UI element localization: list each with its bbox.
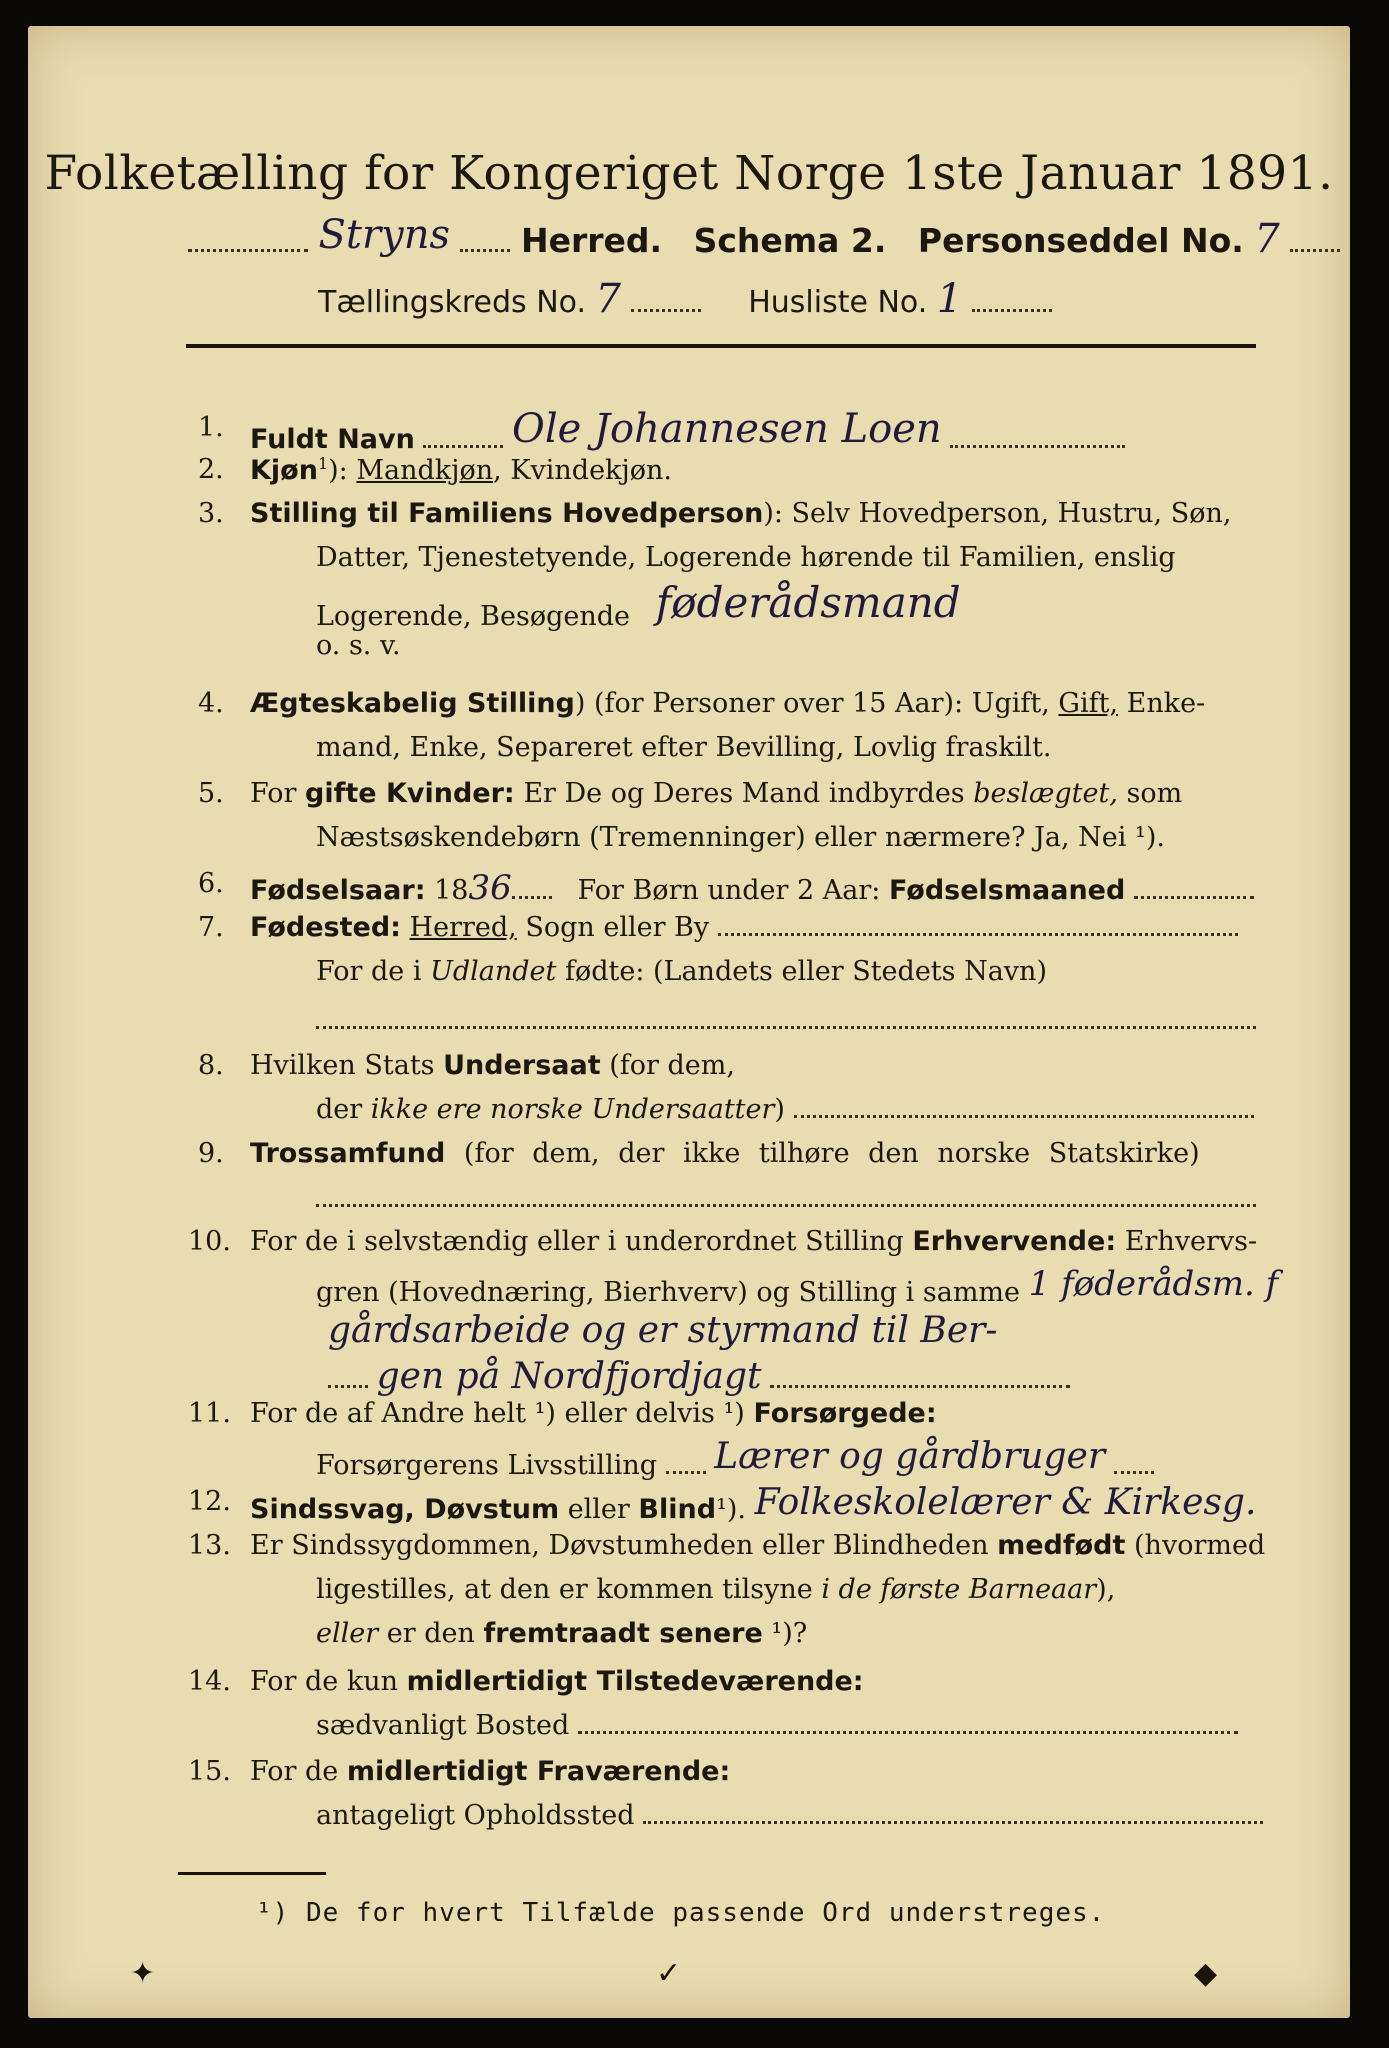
q15-pre: For de — [250, 1756, 339, 1787]
header-line-2 — [318, 276, 1052, 322]
q12-value: Folkeskolelærer & Kirkesg. — [754, 1482, 1257, 1523]
q4-line1-post: Enke- — [1126, 688, 1206, 719]
q8-label: Undersaat — [443, 1050, 601, 1081]
form-title: Folketælling for Kongeriget Norge 1ste Januar 1891. — [44, 146, 1334, 201]
q5-label: gifte Kvinder: — [305, 778, 515, 809]
q8-line2 — [316, 1094, 1254, 1125]
q10-line1-post: Erhvervs- — [1124, 1226, 1258, 1257]
q10-line1 — [250, 1226, 1257, 1257]
herred-label: Herred. — [520, 221, 663, 260]
q13-label: medfødt — [997, 1530, 1126, 1561]
q13-line2-italic: i de første Barneaar — [821, 1574, 1097, 1605]
dots — [1134, 896, 1254, 899]
q3-number: 3. — [198, 498, 224, 529]
kreds-value: 7 — [595, 276, 621, 322]
q8-line2-pre: der — [316, 1094, 363, 1125]
header-line-1 — [188, 212, 1340, 262]
q12-number: 12. — [188, 1486, 231, 1517]
q13-number: 13. — [188, 1530, 231, 1561]
q2-after-label: ): — [328, 455, 348, 486]
q10-line1-pre: For de i selvstændig eller i underordnet Stilling — [250, 1226, 904, 1257]
dots — [972, 309, 1052, 312]
q6-label: Fødselsaar: — [250, 875, 426, 906]
dots — [423, 445, 503, 448]
q13-line1-pre: Er Sindssygdommen, Døvstumheden eller Blindheden — [250, 1530, 989, 1561]
q2-option-male: Mandkjøn — [356, 455, 494, 486]
q7-rest: Sogn eller By — [525, 912, 710, 943]
q4-line2: mand, Enke, Separeret efter Bevilling, Lovlig fraskilt. — [316, 732, 1052, 763]
q4-line1-pre: ) (for Personer over 15 Aar): Ugift, — [574, 688, 1050, 719]
census-form — [28, 26, 1350, 2018]
q14-label: midlertidigt Tilstedeværende: — [406, 1666, 864, 1697]
kreds-label: Tællingskreds No. — [318, 285, 586, 320]
q4-gift: Gift, — [1058, 688, 1119, 719]
ink-mark-icon: ◆ — [1194, 1956, 1218, 1991]
q14-line2-text: sædvanligt Bosted — [316, 1710, 570, 1741]
q10-line2-text: gren (Hovednæring, Bierhverv) og Stilling i samme — [316, 1277, 1021, 1308]
q2-number: 2. — [198, 454, 224, 485]
q4-line1 — [250, 688, 1205, 719]
dots — [643, 1821, 1263, 1824]
q4-number: 4. — [198, 688, 224, 719]
ink-mark-icon: ✦ — [130, 1956, 156, 1991]
q7-line2-pre: For de i — [316, 956, 422, 987]
q5-beslaegtet: beslægtet, — [973, 778, 1118, 809]
q10-value-3: gen på Nordfjordjagt — [376, 1356, 762, 1397]
q5-pre: For — [250, 778, 297, 809]
q14-line2 — [316, 1710, 1238, 1741]
dots — [328, 1385, 368, 1388]
q9-number: 9. — [198, 1138, 224, 1169]
q14-line1 — [250, 1666, 864, 1697]
q6-number: 6. — [198, 868, 224, 899]
q10-line3 — [328, 1310, 998, 1351]
q13-line1-post: (hvormed — [1134, 1530, 1266, 1561]
husliste-value: 1 — [936, 276, 963, 322]
dots — [794, 1115, 1254, 1118]
q7-line2-post: fødte: (Landets eller Stedets Navn) — [564, 956, 1047, 987]
q10-line4 — [328, 1356, 1070, 1397]
q13-line2-pre: ligestilles, at den er kommen tilsyne — [316, 1574, 813, 1605]
q11-value: Lærer og gårdbruger — [714, 1436, 1106, 1477]
q13-line3-bold: fremtraadt senere — [483, 1618, 763, 1649]
q7-number: 7. — [198, 912, 224, 943]
q11-line2 — [316, 1436, 1154, 1483]
q9-label: Trossamfund — [250, 1138, 446, 1169]
q7-udlandet: Udlandet — [430, 956, 557, 987]
dots — [950, 445, 1125, 448]
q2-label: Kjøn — [250, 455, 318, 486]
q12-after: ¹). — [716, 1494, 747, 1525]
husliste-label: Husliste No. — [748, 285, 928, 320]
q10-value-2: gårdsarbeide og er styrmand til Ber- — [328, 1310, 998, 1351]
q12-mid: eller — [567, 1494, 630, 1525]
q3-line3-text: Logerende, Besøgende — [316, 601, 630, 632]
q5-line1-rest: Er De og Deres Mand indbyrdes — [523, 778, 965, 809]
dots — [666, 1471, 706, 1474]
header-rule — [186, 344, 1256, 348]
q5-som: som — [1126, 778, 1183, 809]
dots — [460, 249, 510, 252]
q5-number: 5. — [198, 778, 224, 809]
q15-line2 — [316, 1800, 1263, 1831]
q10-value-1: 1 føderådsm. f — [1028, 1264, 1279, 1304]
ink-mark-icon: ✓ — [656, 1956, 682, 1991]
q15-number: 15. — [188, 1756, 231, 1787]
q1-number: 1. — [198, 412, 224, 443]
q13-line2 — [316, 1574, 1115, 1605]
q5-line1 — [250, 778, 1182, 809]
q2-row — [250, 454, 672, 486]
q8-line1 — [250, 1050, 735, 1081]
q3-line1-rest: ): Selv Hovedperson, Hustru, Søn, — [763, 498, 1232, 529]
q11-line1-text: For de af Andre helt ¹) eller delvis ¹) — [250, 1398, 745, 1429]
q7-line2 — [316, 956, 1047, 987]
q9-rest: (for dem, der ikke tilhøre den norske Statskirke) — [463, 1138, 1200, 1169]
footnote-rule — [178, 1872, 326, 1875]
q5-line2: Næstsøskendebørn (Tremenninger) eller nærmere? Ja, Nei ¹). — [316, 822, 1165, 853]
q12-label: Sindssvag, Døvstum — [250, 1494, 560, 1525]
q3-label: Stilling til Familiens Hovedperson — [250, 498, 764, 529]
q11-label: Forsørgede: — [753, 1398, 937, 1429]
q8-line2-italic: ikke ere norske Undersaatter — [370, 1094, 775, 1125]
q13-line3-post: ¹)? — [771, 1618, 808, 1649]
q2-option-female: , Kvindekjøn. — [493, 455, 673, 486]
q7-blank-line — [316, 1026, 1256, 1029]
schema-label: Schema 2. — [693, 221, 887, 260]
q12-label-2: Blind — [638, 1494, 717, 1525]
dots — [578, 1731, 1238, 1734]
q3-line3 — [316, 578, 961, 635]
q10-number: 10. — [188, 1226, 231, 1257]
q1-value: Ole Johannesen Loen — [512, 406, 942, 452]
q9-row — [250, 1138, 1200, 1169]
q9-blank-line — [316, 1204, 1256, 1207]
q13-line2-post: ), — [1096, 1574, 1116, 1605]
q6-rest-bold: Fødselsmaaned — [888, 875, 1126, 906]
q10-label: Erhvervende: — [912, 1226, 1117, 1257]
dots — [1290, 249, 1340, 252]
q3-line1 — [250, 498, 1231, 529]
dots — [718, 933, 1238, 936]
q15-line2-text: antageligt Opholdssted — [316, 1800, 635, 1831]
q14-pre: For de kun — [250, 1666, 398, 1697]
dots — [770, 1385, 1070, 1388]
dots — [631, 309, 701, 312]
q15-line1 — [250, 1756, 730, 1787]
q2-sup: 1 — [317, 454, 329, 473]
q11-line1 — [250, 1398, 937, 1429]
q4-label: Ægteskabelig Stilling — [250, 688, 575, 719]
q3-value: føderådsmand — [655, 578, 961, 627]
q13-line3 — [316, 1618, 807, 1649]
dots — [188, 249, 308, 252]
q1-row — [250, 406, 1125, 458]
q12-row — [250, 1482, 1257, 1527]
q6-row — [250, 868, 1254, 908]
q11-number: 11. — [188, 1398, 231, 1429]
q6-value: 36 — [468, 868, 512, 908]
q14-number: 14. — [188, 1666, 231, 1697]
q3-line2: Datter, Tjenestetyende, Logerende hørende til Familien, enslig — [316, 542, 1176, 573]
q6-prefix: 18 — [434, 875, 469, 906]
q15-label: midlertidigt Fraværende: — [346, 1756, 731, 1787]
dots — [1114, 1471, 1154, 1474]
q1-label: Fuldt Navn — [250, 424, 415, 455]
q8-number: 8. — [198, 1050, 224, 1081]
q11-line2-text: Forsørgerens Livsstilling — [316, 1450, 658, 1481]
q7-label: Fødested: — [250, 912, 401, 943]
dots — [512, 896, 552, 899]
personseddel-value: 7 — [1254, 216, 1280, 262]
q13-line1 — [250, 1530, 1265, 1561]
herred-value: Stryns — [318, 212, 450, 258]
personseddel-label: Personseddel No. — [917, 221, 1244, 260]
q8-line2-post: ) — [774, 1094, 785, 1125]
q8-line1-post: (for dem, — [609, 1050, 735, 1081]
q10-line2 — [316, 1264, 1279, 1310]
q13-line3-pre: er den — [386, 1618, 475, 1649]
q7-line1 — [250, 912, 1238, 943]
q6-rest: For Børn under 2 Aar: — [577, 875, 881, 906]
q8-line1-pre: Hvilken Stats — [250, 1050, 435, 1081]
q13-line3-italic: eller — [316, 1618, 379, 1649]
footnote: ¹) De for hvert Tilfælde passende Ord understreges. — [256, 1898, 1106, 1928]
q7-herred: Herred, — [409, 912, 517, 943]
q3-line4: o. s. v. — [316, 630, 401, 661]
